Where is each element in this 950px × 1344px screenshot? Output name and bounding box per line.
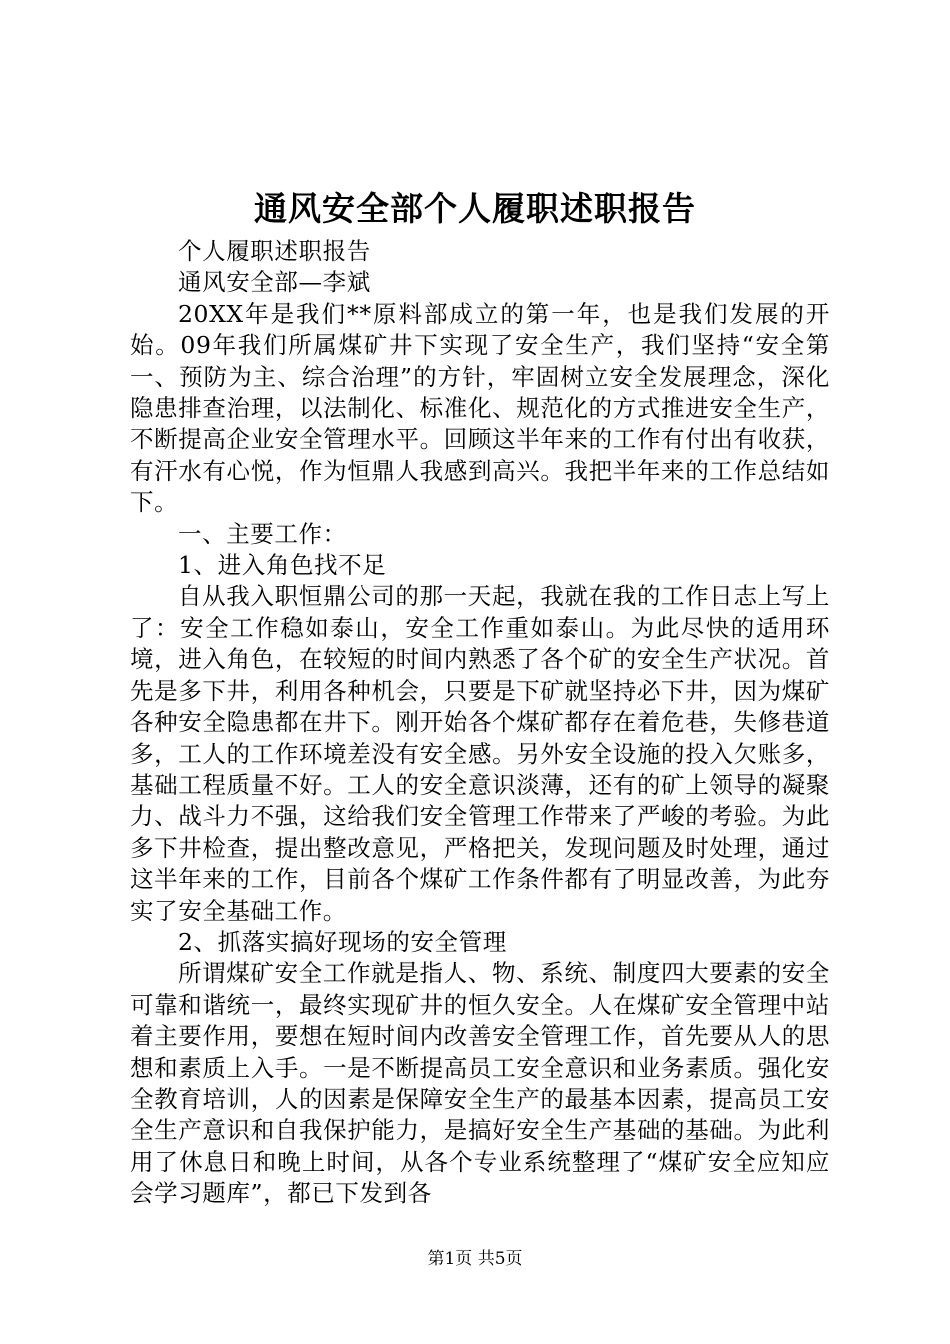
subheading-2: 2、抓落实搞好现场的安全管理 (178, 927, 507, 956)
subheading-1: 1、进入角色找不足 (178, 551, 387, 580)
document-body (130, 236, 830, 1210)
document-title: 通风安全部个人履职述职报告 (254, 189, 696, 228)
paragraph-body-1: 自从我入职恒鼎公司的那一天起，我就在我的工作日志上写上了：安全工作稳如泰山，安全工作重如泰山。为此尽快的适用环境，进入角色，在较短的时间内熟悉了各个矿的安全生产状况。首先是多下井，利用各种机会，只要是下矿就坚持必下井，因为煤矿各种安全隐患都在井下。刚开始各个煤矿都存在着危巷，失修巷道多，工人的工作环境差没有安全感。另外安全设施的投入欠账多，基础工程质量不好。工人的安全意识淡薄，还有的矿上领导的凝聚力、战斗力不强，这给我们安全管理工作带来了严峻的考验。为此多下井检查，提出整改意见，严格把关，发现问题及时处理，通过这半年来的工作，目前各个煤矿工作条件都有了明显改善，为此夯实了安全基础工作。 (130, 582, 830, 925)
page-number-footer: 第1页 共5页 (427, 1249, 523, 1269)
paragraph-author-line: 通风安全部—李斌 (178, 268, 371, 297)
paragraph-body-2: 所谓煤矿安全工作就是指人、物、系统、制度四大要素的安全可靠和谐统一，最终实现矿井的恒久安全。人在煤矿安全管理中站着主要作用，要想在短时间内改善安全管理工作，首先要从人的思想和素质上入手。一是不断提高员工安全意识和业务素质。强化安全教育培训，人的因素是保障安全生产的最基本因素，提高员工安全生产意识和自我保护能力，是搞好安全生产基础的基础。为此利用了休息日和晚上时间，从各个专业系统整理了“煤矿安全应知应会学习题库”，都已下发到各 (130, 959, 830, 1208)
paragraph-intro: 20XX年是我们**原料部成立的第一年，也是我们发展的开始。09年我们所属煤矿井下实现了安全生产，我们坚持“安全第一、预防为主、综合治理”的方针，牢固树立安全发展理念，深化隐患排查治理，以法制化、标准化、规范化的方式推进安全生产，不断提高企业安全管理水平。回顾这半年来的工作有付出有收获，有汗水有心悦，作为恒鼎人我感到高兴。我把半年来的工作总结如下。 (130, 299, 830, 517)
paragraph-report-heading: 个人履职述职报告 (178, 237, 371, 265)
section-heading-main-work: 一、主要工作： (178, 519, 347, 548)
